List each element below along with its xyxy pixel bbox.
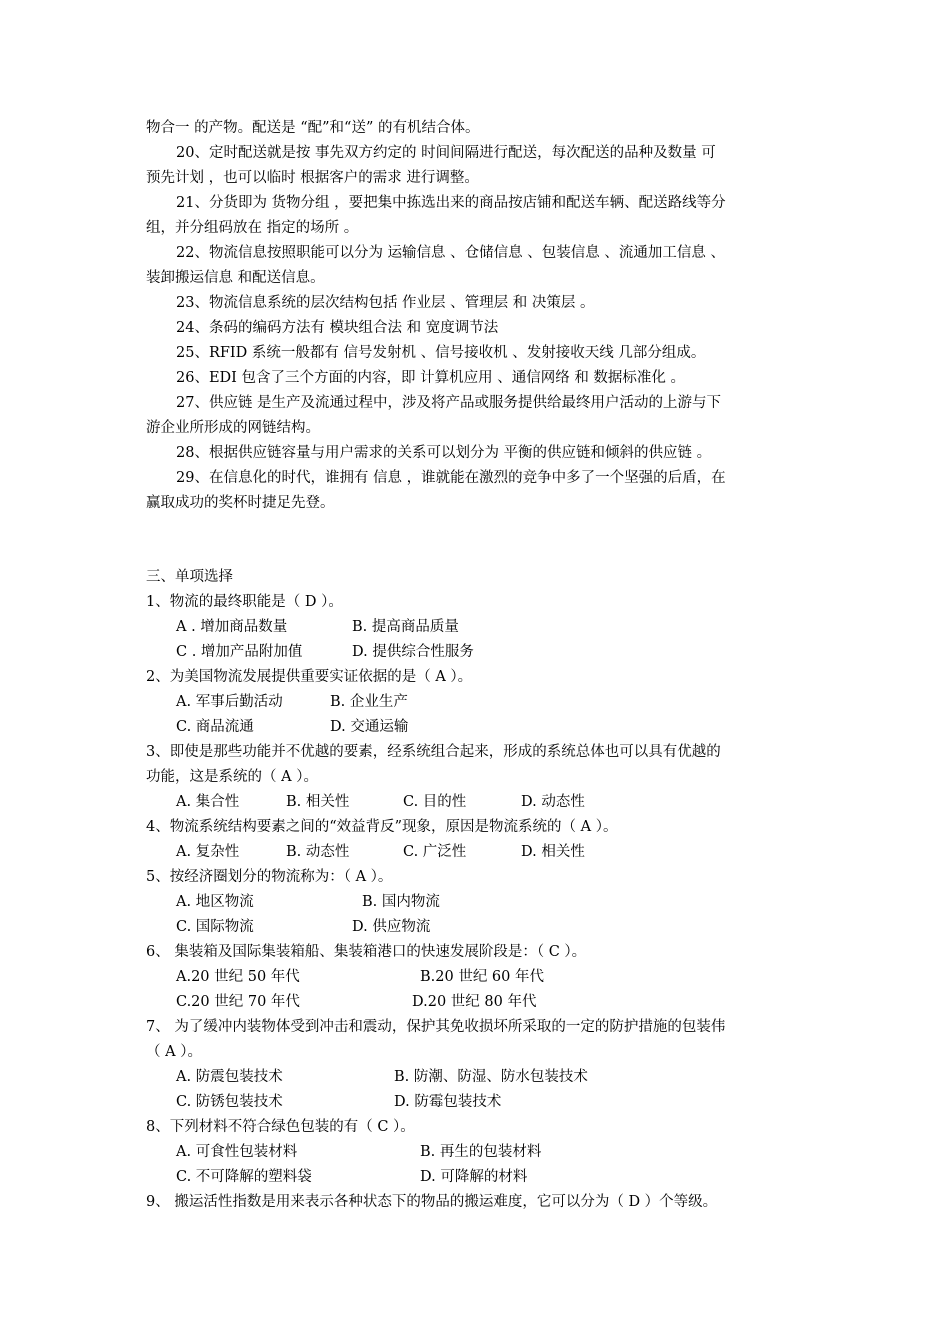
fill-in-item-21: 21、分货即为 货物分组 ，要把集中拣选出来的商品按店铺和配送车辆、配送路线等分 (176, 195, 726, 211)
option-c: C. 目的性 (403, 794, 467, 810)
option-d: D. 可降解的材料 (420, 1169, 528, 1185)
option-c: C. 商品流通 (176, 719, 254, 735)
option-b: B. 防潮、防湿、防水包装技术 (394, 1069, 588, 1085)
fill-in-item-26: 26、EDI 包含了三个方面的内容，即 计算机应用 、通信网络 和 数据标准化 。 (176, 370, 686, 386)
question-stem: 5、按经济圈划分的物流称为：（ A ）。 (146, 869, 393, 885)
option-a: A. 地区物流 (176, 894, 254, 910)
fill-in-item-20: 20、定时配送就是按 事先双方约定的 时间间隔进行配送，每次配送的品种及数量 可 (176, 145, 716, 161)
question-stem: 8、下列材料不符合绿色包装的有（ C ）。 (146, 1119, 415, 1135)
fill-in-item-22: 22、物流信息按照职能可以分为 运输信息 、仓储信息 、包装信息 、流通加工信息 、 (176, 245, 725, 261)
option-a: A. 复杂性 (176, 844, 240, 860)
fill-in-line: 组，并分组码放在 指定的场所 。 (146, 220, 359, 236)
option-a: A. 可食性包装材料 (176, 1144, 298, 1160)
fill-in-line: 游企业所形成的网链结构。 (146, 420, 320, 436)
option-a: A . 增加商品数量 (176, 619, 288, 635)
fill-in-line: 赢取成功的奖杯时捷足先登。 (146, 495, 335, 511)
question-stem: （ A ）。 (146, 1044, 202, 1060)
option-d: D.20 世纪 80 年代 (412, 994, 537, 1010)
option-b: B.20 世纪 60 年代 (420, 969, 544, 985)
fill-in-line: 预先计划 ，也可以临时 根据客户的需求 进行调整。 (146, 170, 479, 186)
option-a: A. 防震包装技术 (176, 1069, 283, 1085)
option-a: A. 军事后勤活动 (176, 694, 283, 710)
option-d: D. 供应物流 (352, 919, 431, 935)
option-b: B. 动态性 (286, 844, 350, 860)
option-b: B. 国内物流 (362, 894, 440, 910)
option-b: B. 相关性 (286, 794, 350, 810)
fill-in-item-28: 28、根据供应链容量与用户需求的关系可以划分为 平衡的供应链和倾斜的供应链 。 (176, 445, 712, 461)
question-stem: 6、 集装箱及国际集装箱船、集装箱港口的快速发展阶段是：（ C ）。 (146, 944, 587, 960)
option-b: B. 企业生产 (330, 694, 408, 710)
fill-in-item-23: 23、物流信息系统的层次结构包括 作业层 、管理层 和 决策层 。 (176, 295, 595, 311)
option-d: D. 提供综合性服务 (352, 644, 474, 660)
option-d: D. 相关性 (521, 844, 585, 860)
option-a: A.20 世纪 50 年代 (176, 969, 300, 985)
fill-in-line: 装卸搬运信息 和配送信息。 (146, 270, 325, 286)
option-c: C. 广泛性 (403, 844, 467, 860)
option-d: D. 动态性 (521, 794, 585, 810)
question-stem: 7、 为了缓冲内装物体受到冲击和震动，保护其免收损坏所采取的一定的防护措施的包装伟 (146, 1019, 726, 1035)
option-d: D. 防霉包装技术 (394, 1094, 502, 1110)
option-d: D. 交通运输 (330, 719, 409, 735)
fill-in-line: 物合一 的产物。配送是 “配”和“送” 的有机结合体。 (146, 120, 480, 136)
option-c: C. 防锈包装技术 (176, 1094, 283, 1110)
question-stem: 1、物流的最终职能是（ D ）。 (146, 594, 343, 610)
question-stem: 功能，这是系统的（ A ）。 (146, 769, 318, 785)
option-c: C.20 世纪 70 年代 (176, 994, 300, 1010)
option-b: B. 提高商品质量 (352, 619, 459, 635)
option-c: C. 不可降解的塑料袋 (176, 1169, 312, 1185)
option-c: C. 国际物流 (176, 919, 254, 935)
section-title: 三、单项选择 (146, 569, 233, 585)
fill-in-item-24: 24、条码的编码方法有 模块组合法 和 宽度调节法 (176, 320, 499, 336)
question-stem: 4、物流系统结构要素之间的“效益背反”现象，原因是物流系统的（ A ）。 (146, 819, 618, 835)
question-stem: 9、 搬运活性指数是用来表示各种状态下的物品的搬运难度，它可以分为（ D ）个等级。 (146, 1194, 718, 1210)
fill-in-item-25: 25、RFID 系统一般都有 信号发射机 、信号接收机 、发射接收天线 几部分组成。 (176, 345, 706, 361)
fill-in-item-29: 29、在信息化的时代，谁拥有 信息 ，谁就能在激烈的竞争中多了一个坚强的后盾，在 (176, 470, 726, 486)
fill-in-item-27: 27、供应链 是生产及流通过程中，涉及将产品或服务提供给最终用户活动的上游与下 (176, 395, 722, 411)
question-stem: 3、即使是那些功能并不优越的要素，经系统组合起来，形成的系统总体也可以具有优越的 (146, 744, 721, 760)
question-stem: 2、为美国物流发展提供重要实证依据的是（ A ）。 (146, 669, 473, 685)
option-c: C . 增加产品附加值 (176, 644, 303, 660)
option-b: B. 再生的包装材料 (420, 1144, 542, 1160)
option-a: A. 集合性 (176, 794, 240, 810)
